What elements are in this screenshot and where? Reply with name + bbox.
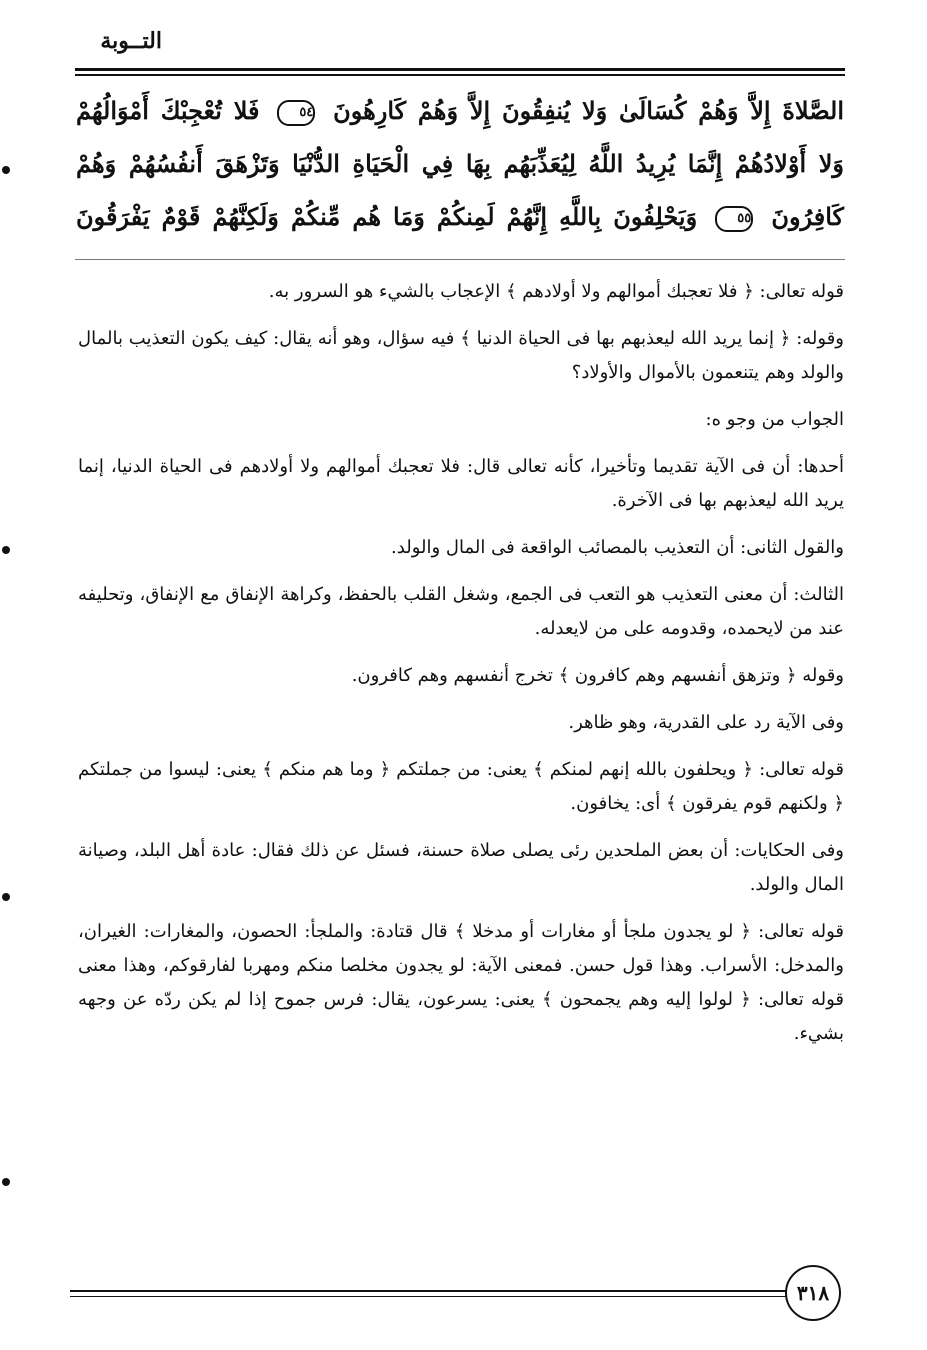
margin-dot xyxy=(2,1178,10,1186)
margin-dot xyxy=(2,546,10,554)
header-rule-thick xyxy=(75,68,845,71)
commentary-text xyxy=(78,275,844,1064)
commentary-paragraph: الثالث: أن معنى التعذيب هو التعب فى الجمع، وشغل القلب بالحفظ، وكراهة الإنفاق مع الإنفاق، وتحليفه عند من لايحمده، وقدومه على من لايعدله. xyxy=(78,584,844,639)
commentary-paragraph: الجواب من وجو ه: xyxy=(705,409,844,430)
footer-rule-thick xyxy=(70,1290,786,1292)
commentary-paragraph: والقول الثانى: أن التعذيب بالمصائب الواقعة فى المال والولد. xyxy=(391,537,844,558)
commentary-paragraph: وقوله ﴿ وتزهق أنفسهم وهم كافرون ﴾ تخرج أنفسهم وهم كافرون. xyxy=(351,665,844,686)
header-rule-thin xyxy=(75,74,845,76)
commentary-paragraph: قوله تعالى: ﴿ لو يجدون ملجأ أو مغارات أو مدخلا ﴾ قال قتادة: والملجأ: الحصون، والمغارات: الغيران، والمدخل: الأسراب. وهذا قول حسن. فمعنى الآية: لو يجدون مخلصا منكم ومهربا لفارقوكم، وهذا معنى قوله تعالى: ﴿ لولوا إليه وهم يجمحون ﴾ يعنى: يسرعون، يقال: فرس جموح إذا لم يكن ردّه عن وجهه بشيء. xyxy=(78,921,844,1044)
quran-line xyxy=(76,84,844,137)
running-header-title: التــوبة xyxy=(100,28,162,54)
margin-dot xyxy=(2,166,10,174)
ayah-number-marker: ٥٥ xyxy=(715,206,753,232)
quran-text: وَيَحْلِفُونَ بِاللَّهِ إِنَّهُمْ لَمِنكُمْ وَمَا هُم مِّنكُمْ وَلَكِنَّهُمْ قَوْمٌ يَفْرَقُونَ xyxy=(76,202,698,231)
quran-verses-block xyxy=(76,84,844,243)
quran-text: الصَّلاةَ إِلاَّ وَهُمْ كُسَالَىٰ وَلا يُنفِقُونَ إِلاَّ وَهُمْ كَارِهُونَ xyxy=(333,96,845,125)
commentary-paragraph: قوله تعالى: ﴿ فلا تعجبك أموالهم ولا أولادهم ﴾ الإعجاب بالشيء هو السرور به. xyxy=(268,281,844,302)
section-divider xyxy=(75,259,845,260)
commentary-paragraph: أحدها: أن فى الآية تقديما وتأخيرا، كأنه تعالى قال: فلا تعجبك أموالهم ولا أولادهم فى الحياة الدنيا، إنما يريد الله ليعذبهم بها فى الآخرة. xyxy=(78,456,844,511)
margin-dot xyxy=(2,893,10,901)
commentary-paragraph: وفى الآية رد على القدرية، وهو ظاهر. xyxy=(568,712,844,733)
commentary-paragraph: وفى الحكايات: أن بعض الملحدين رئى يصلى صلاة حسنة، فسئل عن ذلك فقال: عادة أهل البلد، وصيانة المال والولد. xyxy=(78,840,844,895)
quran-text: وَلا أَوْلادُهُمْ إِنَّمَا يُرِيدُ اللَّهُ لِيُعَذِّبَهُم بِهَا فِي الْحَيَاةِ الدُّنْيَا وَتَزْهَقَ أَنفُسُهُمْ وَهُمْ xyxy=(76,149,844,178)
quran-text: فَلا تُعْجِبْكَ أَمْوَالُهُمْ xyxy=(76,96,260,125)
quran-line xyxy=(76,137,844,190)
page-number: ٣١٨ xyxy=(785,1265,841,1321)
quran-text: كَافِرُونَ xyxy=(771,202,844,231)
commentary-paragraph: قوله تعالى: ﴿ ويحلفون بالله إنهم لمنكم ﴾ يعنى: من جملتكم ﴿ وما هم منكم ﴾ يعنى: ليسوا من جملتكم ﴿ ولكنهم قوم يفرقون ﴾ أى: يخافون. xyxy=(78,759,844,814)
commentary-paragraph: وقوله: ﴿ إنما يريد الله ليعذبهم بها فى الحياة الدنيا ﴾ فيه سؤال، وهو أنه يقال: كيف يكون التعذيب بالمال والولد وهم يتنعمون بالأموال والأولاد؟ xyxy=(78,328,844,383)
quran-line xyxy=(76,190,844,243)
footer-rule-thin xyxy=(70,1296,786,1297)
ayah-number-marker: ٥٤ xyxy=(277,100,315,126)
